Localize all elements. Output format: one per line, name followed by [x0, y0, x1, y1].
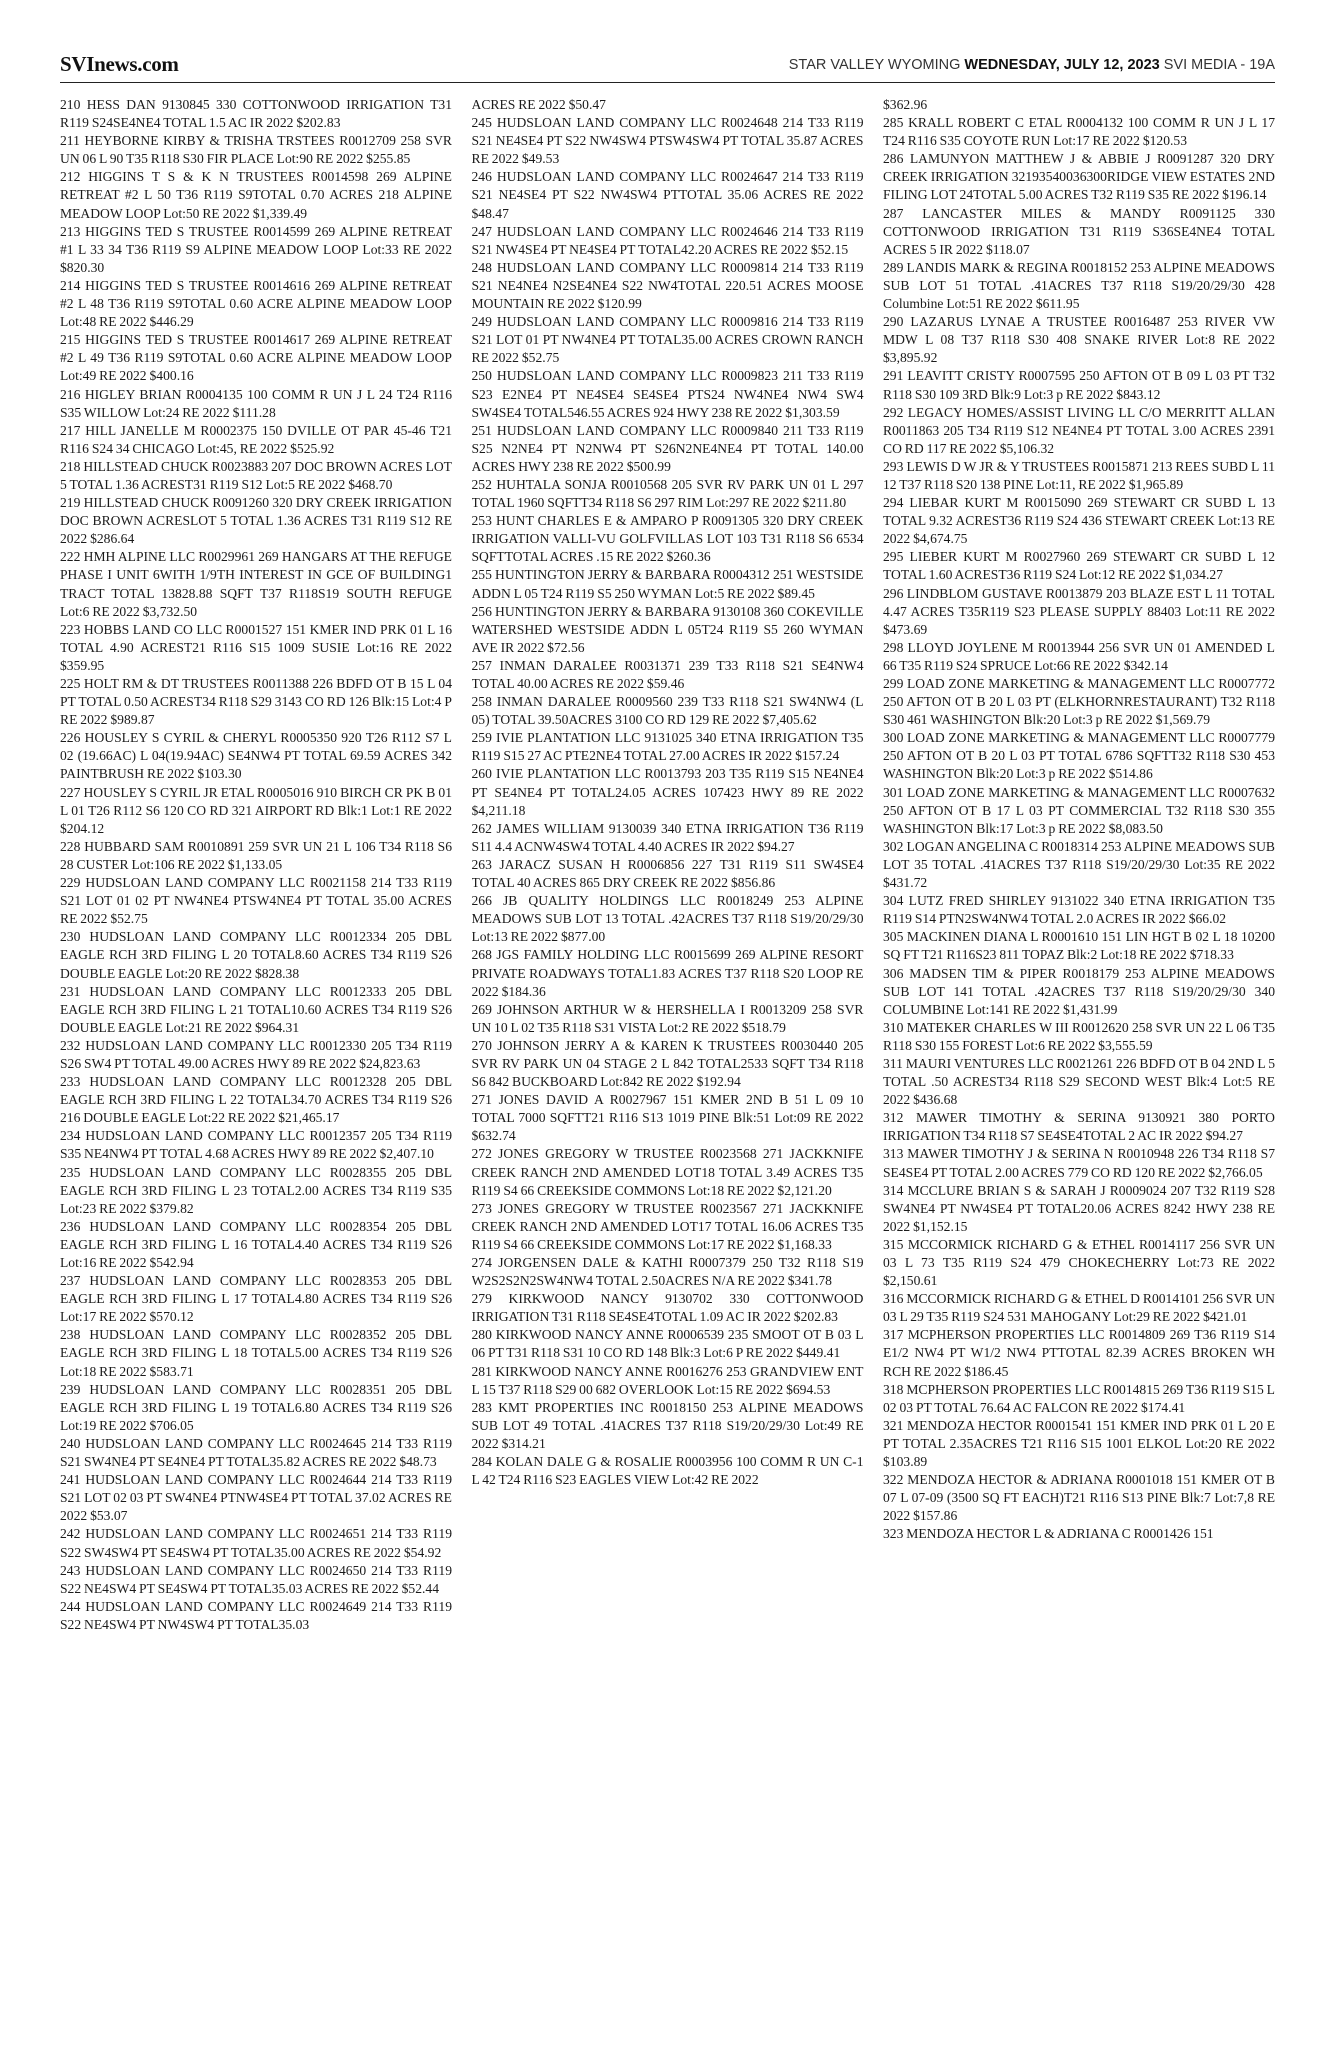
tax-listing-entry: 237 HUDSLOAN LAND COMPANY LLC R0028353 205 DBL EAGLE RCH 3RD FILING L 17 TOTAL4.80 ACRES T34 R119 S26 Lot:17 RE 2022 $570.12	[60, 1273, 452, 1325]
tax-listing-entry: 244 HUDSLOAN LAND COMPANY LLC R0024649 214 T33 R119 S22 NE4SW4 PT NW4SW4 PT TOTAL35.03	[60, 1598, 452, 1632]
tax-listing-entry: 291 LEAVITT CRISTY R0007595 250 AFTON OT B 09 L 03 PT T32 R118 S30 109 3RD Blk:9 Lot:3 p RE 2022 $843.12	[883, 368, 1275, 402]
tax-listing-entry: 248 HUDSLOAN LAND COMPANY LLC R0009814 214 T33 R119 S21 NE4NE4 N2SE4NE4 S22 NW4TOTAL 220.51 ACRES MOOSE MOUNTAIN RE 2022 $120.99	[471, 259, 864, 312]
tax-listing-entry: 274 JORGENSEN DALE & KATHI R0007379 250 T32 R118 S19 W2S2S2N2SW4NW4 TOTAL 2.50ACRES N/A RE 2022 $341.78	[471, 1255, 864, 1289]
location: STAR VALLEY WYOMING	[788, 57, 961, 73]
tax-listing-entry: 270 JOHNSON JERRY A & KAREN K TRUSTEES R0030440 205 SVR RV PARK UN 04 STAGE 2 L 842 TOTAL2533 SQFT T34 R118 S6 842 BUCKBOARD Lot:842 RE 2022 $192.94	[471, 1037, 864, 1090]
tax-listing-entry: 271 JONES DAVID A R0027967 151 KMER 2ND B 51 L 09 10 TOTAL 7000 SQFTT21 R116 S13 1019 PINE Blk:51 Lot:09 RE 2022 $632.74	[471, 1092, 864, 1144]
tax-listing-entry: 218 HILLSTEAD CHUCK R0023883 207 DOC BROWN ACRES LOT 5 TOTAL 1.36 ACREST31 R119 S12 Lot:5 RE 2022 $468.70	[60, 458, 452, 492]
tax-listing-entry: 287 LANCASTER MILES & MANDY R0091125 330 COTTONWOOD IRRIGATION T31 R119 S36SE4NE4 TOTAL ACRES 5 IR 2022 $118.07	[883, 205, 1275, 257]
tax-listing-entry: 286 LAMUNYON MATTHEW J & ABBIE J R0091287 320 DRY CREEK IRRIGATION 32193540036300RIDGE VIEW ESTATES 2ND FILING LOT 24TOTAL 5.00 ACRES T32 R119 S35 RE 2022 $196.14	[883, 151, 1275, 203]
tax-listing-entry: 280 KIRKWOOD NANCY ANNE R0006539 235 SMOOT OT B 03 L 06 PT T31 R118 S31 10 CO RD 148 Blk:3 Lot:6 P RE 2022 $449.41	[471, 1327, 864, 1361]
page-label: SVI MEDIA - 19A	[1163, 57, 1275, 73]
tax-listing-entry: 219 HILLSTEAD CHUCK R0091260 320 DRY CREEK IRRIGATION DOC BROWN ACRESLOT 5 TOTAL 1.36 ACRES T31 R119 S12 RE 2022 $286.64	[60, 495, 452, 547]
tax-listing-entry: 313 MAWER TIMOTHY J & SERINA N R0010948 226 T34 R118 S7 SE4SE4 PT TOTAL 2.00 ACRES 779 CO RD 120 RE 2022 $2,766.05	[883, 1146, 1275, 1180]
tax-listing-entry: 242 HUDSLOAN LAND COMPANY LLC R0024651 214 T33 R119 S22 SW4SW4 PT SE4SW4 PT TOTAL35.00 ACRES RE 2022 $54.92	[60, 1526, 452, 1560]
tax-listing-entry: 250 HUDSLOAN LAND COMPANY LLC R0009823 211 T33 R119 S23 E2NE4 PT NE4SE4 SE4SE4 PTS24 NW4NE4 NW4 SW4 SW4SE4 TOTAL546.55 ACRES 924 HWY 238 RE 2022 $1,303.59	[471, 368, 864, 420]
tax-listing-entry: 252 HUHTALA SONJA R0010568 205 SVR RV PARK UN 01 L 297 TOTAL 1960 SQFTT34 R118 S6 297 RIM Lot:297 RE 2022 $211.80	[471, 476, 864, 511]
tax-listing-entry: 314 MCCLURE BRIAN S & SARAH J R0009024 207 T32 R119 S28 SW4NE4 PT NW4SE4 PT TOTAL20.06 ACRES 8242 HWY 238 RE 2022 $1,152.15	[883, 1182, 1275, 1234]
tax-listing-entry: 247 HUDSLOAN LAND COMPANY LLC R0024646 214 T33 R119 S21 NW4SE4 PT NE4SE4 PT TOTAL42.20 ACRES RE 2022 $52.15	[471, 223, 864, 257]
tax-listing-entry: 284 KOLAN DALE G & ROSALIE R0003956 100 COMM R UN C-1 L 42 T24 R116 S23 EAGLES VIEW Lot:42 RE 2022	[471, 1454, 864, 1488]
tax-listing-entry: 306 MADSEN TIM & PIPER R0018179 253 ALPINE MEADOWS SUB LOT 141 TOTAL .42ACRES T37 R118 S19/20/29/30 340 COLUMBINE Lot:141 RE 2022 $1,431.99	[883, 965, 1275, 1017]
tax-listing-entry: 301 LOAD ZONE MARKETING & MANAGEMENT LLC R0007632 250 AFTON OT B 17 L 03 PT COMMERCIAL T32 R118 S30 355 WASHINGTON Blk:17 Lot:3 p RE 2022 $8,083.50	[883, 784, 1275, 836]
tax-listing-entry: 230 HUDSLOAN LAND COMPANY LLC R0012334 205 DBL EAGLE RCH 3RD FILING L 20 TOTAL8.60 ACRES T34 R119 S26 DOUBLE EAGLE Lot:20 RE 2022 $828.38	[60, 929, 452, 981]
tax-listing-entry: 214 HIGGINS TED S TRUSTEE R0014616 269 ALPINE RETREAT #2 L 48 T36 R119 S9TOTAL 0.60 ACRE ALPINE MEADOW LOOP Lot:48 RE 2022 $446.29	[60, 277, 452, 330]
tax-listing-entry: 273 JONES GREGORY W TRUSTEE R0023567 271 JACKKNIFE CREEK RANCH 2ND AMENDED LOT17 TOTAL 16.06 ACRES T35 R119 S4 66 CREEKSIDE COMMONS Lot:17 RE 2022 $1,168.33	[471, 1200, 864, 1252]
column-3	[883, 96, 1275, 2026]
tax-listing-entry: 279 KIRKWOOD NANCY 9130702 330 COTTONWOOD IRRIGATION T31 R118 SE4SE4TOTAL 1.09 AC IR 2022 $202.83	[471, 1291, 864, 1325]
tax-listing-entry: 292 LEGACY HOMES/ASSIST LIVING LL C/O MERRITT ALLAN R0011863 205 T34 R119 S12 NE4NE4 PT TOTAL 3.00 ACRES 2391 CO RD 117 RE 2022 $5,106.32	[883, 404, 1275, 456]
tax-listing-entry: 234 HUDSLOAN LAND COMPANY LLC R0012357 205 T34 R119 S35 NE4NW4 PT TOTAL 4.68 ACRES HWY 89 RE 2022 $2,407.10	[60, 1128, 452, 1162]
tax-listing-entry: 213 HIGGINS TED S TRUSTEE R0014599 269 ALPINE RETREAT #1 L 33 34 T36 R119 S9 ALPINE MEADOW LOOP Lot:33 RE 2022 $820.30	[60, 223, 452, 275]
tax-listing-entry: 227 HOUSLEY S CYRIL JR ETAL R0005016 910 BIRCH CR PK B 01 L 01 T26 R112 S6 120 CO RD 321 AIRPORT RD Blk:1 Lot:1 RE 2022 $204.12	[60, 784, 452, 836]
tax-listing-entry: 296 LINDBLOM GUSTAVE R0013879 203 BLAZE EST L 11 TOTAL 4.47 ACRES T35R119 S23 PLEASE SUPPLY 88403 Lot:11 RE 2022 $473.69	[883, 585, 1275, 637]
tax-listing-entry: 212 HIGGINS T S & K N TRUSTEES R0014598 269 ALPINE RETREAT #2 L 50 T36 R119 S9TOTAL 0.70 ACRES 218 ALPINE MEADOW LOOP Lot:50 RE 2022 $1,339.49	[60, 169, 452, 221]
tax-listing-entry: 231 HUDSLOAN LAND COMPANY LLC R0012333 205 DBL EAGLE RCH 3RD FILING L 21 TOTAL10.60 ACRES T34 R119 S26 DOUBLE EAGLE Lot:21 RE 2022 $964.31	[60, 983, 452, 1035]
tax-listing-entry: $362.96	[883, 97, 928, 112]
tax-listing-entry: 226 HOUSLEY S CYRIL & CHERYL R0005350 920 T26 R112 S7 L 02 (19.66AC) L 04(19.94AC) SE4NW4 PT TOTAL 69.59 ACRES 342 PAINTBRUSH RE 2022 $103.30	[60, 730, 452, 782]
tax-listing-entry: 300 LOAD ZONE MARKETING & MANAGEMENT LLC R0007779 250 AFTON OT B 20 L 03 PT TOTAL 6786 SQFTT32 R118 S30 453 WASHINGTON Blk:20 Lot:3 p RE 2022 $514.86	[883, 730, 1275, 782]
tax-listing-entry: 235 HUDSLOAN LAND COMPANY LLC R0028355 205 DBL EAGLE RCH 3RD FILING L 23 TOTAL2.00 ACRES T34 R119 S35 Lot:23 RE 2022 $379.82	[60, 1164, 452, 1216]
tax-listing-entry: 228 HUBBARD SAM R0010891 259 SVR UN 21 L 106 T34 R118 S6 28 CUSTER Lot:106 RE 2022 $1,133.05	[60, 838, 452, 872]
tax-listing-entry: 253 HUNT CHARLES E & AMPARO P R0091305 320 DRY CREEK IRRIGATION VALLI-VU GOLFVILLAS LOT 103 T31 R118 S6 6534 SQFTTOTAL ACRES .15 RE 2022 $260.36	[471, 513, 864, 565]
tax-listing-entry: 290 LAZARUS LYNAE A TRUSTEE R0016487 253 RIVER VW MDW L 08 T37 R118 S30 408 SNAKE RIVER Lot:8 RE 2022 $3,895.92	[883, 314, 1275, 366]
masthead	[60, 52, 1275, 83]
column-1	[60, 96, 452, 2026]
tax-listing-entry: 311 MAURI VENTURES LLC R0021261 226 BDFD OT B 04 2ND L 5 TOTAL .50 ACREST34 R118 S29 SECOND WEST Blk:4 Lot:5 RE 2022 $436.68	[883, 1055, 1275, 1108]
tax-listing-entry: 232 HUDSLOAN LAND COMPANY LLC R0012330 205 T34 R119 S26 SW4 PT TOTAL 49.00 ACRES HWY 89 RE 2022 $24,823.63	[60, 1037, 452, 1071]
tax-listing-entry: 285 KRALL ROBERT C ETAL R0004132 100 COMM R UN J L 17 T24 R116 S35 COYOTE RUN Lot:17 RE 2022 $120.53	[883, 115, 1275, 149]
tax-listing-entry: 293 LEWIS D W JR & Y TRUSTEES R0015871 213 REES SUBD L 11 12 T37 R118 S20 138 PINE Lot:11, RE 2022 $1,965.89	[883, 458, 1275, 492]
tax-listing-entry: 323 MENDOZA HECTOR L & ADRIANA C R0001426 151	[883, 1526, 1214, 1542]
tax-listing-entry: 246 HUDSLOAN LAND COMPANY LLC R0024647 214 T33 R119 S21 NE4SE4 PT S22 NW4SW4 PTTOTAL 35.06 ACRES RE 2022 $48.47	[471, 169, 864, 221]
tax-listing-entry: 258 INMAN DARALEE R0009560 239 T33 R118 S21 SW4NW4 (L 05) TOTAL 39.50ACRES 3100 CO RD 129 RE 2022 $7,405.62	[471, 694, 864, 728]
tax-listing-entry: 256 HUNTINGTON JERRY & BARBARA 9130108 360 COKEVILLE WATERSHED WESTSIDE ADDN L 05T24 R119 S5 260 WYMAN AVE IR 2022 $72.56	[471, 603, 864, 655]
tax-listing-entry: 249 HUDSLOAN LAND COMPANY LLC R0009816 214 T33 R119 S21 LOT 01 PT NW4NE4 PT TOTAL35.00 ACRES CROWN RANCH RE 2022 $52.75	[471, 314, 864, 366]
tax-listing-entry: 260 IVIE PLANTATION LLC R0013793 203 T35 R119 S15 NE4NE4 PT SE4NE4 PT TOTAL24.05 ACRES 107423 HWY 89 RE 2022 $4,211.18	[471, 766, 864, 818]
tax-listing-entry: 321 MENDOZA HECTOR R0001541 151 KMER IND PRK 01 L 20 E PT TOTAL 2.35ACRES T21 R116 S15 1001 ELKOL Lot:20 RE 2022 $103.89	[883, 1417, 1275, 1470]
tax-listing-entry: 281 KIRKWOOD NANCY ANNE R0016276 253 GRANDVIEW ENT L 15 T37 R118 S29 00 682 OVERLOOK Lot:15 RE 2022 $694.53	[471, 1363, 864, 1397]
tax-listing-entry: 225 HOLT RM & DT TRUSTEES R0011388 226 BDFD OT B 15 L 04 PT TOTAL 0.50 ACREST34 R118 S29 3143 CO RD 126 Blk:15 Lot:4 P RE 2022 $989.87	[60, 676, 452, 728]
tax-listing-entry: 259 IVIE PLANTATION LLC 9131025 340 ETNA IRRIGATION T35 R119 S15 27 AC PTE2NE4 TOTAL 27.00 ACRES IR 2022 $157.24	[471, 730, 864, 764]
tax-listing-entry: 302 LOGAN ANGELINA C R0018314 253 ALPINE MEADOWS SUB LOT 35 TOTAL .41ACRES T37 R118 S19/20/29/30 Lot:35 RE 2022 $431.72	[883, 838, 1275, 891]
tax-listing-entry: 210 HESS DAN 9130845 330 COTTONWOOD IRRIGATION T31 R119 S24SE4NE4 TOTAL 1.5 AC IR 2022 $202.83	[60, 97, 452, 131]
tax-listing-entry: 310 MATEKER CHARLES W III R0012620 258 SVR UN 22 L 06 T35 R118 S30 155 FOREST Lot:6 RE 2022 $3,555.59	[883, 1019, 1275, 1053]
tax-listing-entry: 245 HUDSLOAN LAND COMPANY LLC R0024648 214 T33 R119 S21 NE4SE4 PT S22 NW4SW4 PTSW4SW4 PT TOTAL 35.87 ACRES RE 2022 $49.53	[471, 115, 864, 167]
tax-listing-entry: 239 HUDSLOAN LAND COMPANY LLC R0028351 205 DBL EAGLE RCH 3RD FILING L 19 TOTAL6.80 ACRES T34 R119 S26 Lot:19 RE 2022 $706.05	[60, 1381, 452, 1433]
tax-listing-entry: 215 HIGGINS TED S TRUSTEE R0014617 269 ALPINE RETREAT #2 L 49 T36 R119 S9TOTAL 0.60 ACRE ALPINE MEADOW LOOP Lot:49 RE 2022 $400.16	[60, 332, 452, 384]
tax-listing-entry: 299 LOAD ZONE MARKETING & MANAGEMENT LLC R0007772 250 AFTON OT B 20 L 03 PT (ELKHORNRESTAURANT) T32 R118 S30 461 WASHINGTON Blk:20 Lot:3 p RE 2022 $1,569.79	[883, 676, 1275, 728]
dateline	[789, 57, 1275, 73]
tax-listing-entry: 241 HUDSLOAN LAND COMPANY LLC R0024644 214 T33 R119 S21 LOT 02 03 PT SW4NE4 PTNW4SE4 PT TOTAL 37.02 ACRES RE 2022 $53.07	[60, 1472, 452, 1524]
tax-listing-entry: 316 MCCORMICK RICHARD G & ETHEL D R0014101 256 SVR UN 03 L 29 T35 R119 S24 531 MAHOGANY Lot:29 RE 2022 $421.01	[883, 1291, 1275, 1325]
tax-listing-entry: 229 HUDSLOAN LAND COMPANY LLC R0021158 214 T33 R119 S21 LOT 01 02 PT NW4NE4 PTSW4NE4 PT TOTAL 35.00 ACRES RE 2022 $52.75	[60, 875, 452, 927]
tax-listing-entry: 217 HILL JANELLE M R0002375 150 DVILLE OT PAR 45-46 T21 R116 S24 34 CHICAGO Lot:45, RE 2022 $525.92	[60, 422, 452, 456]
tax-listing-entry: 317 MCPHERSON PROPERTIES LLC R0014809 269 T36 R119 S14 E1/2 NW4 PT W1/2 NW4 PTTOTAL 82.39 ACRES BROKEN WH RCH RE 2022 $186.45	[883, 1327, 1275, 1379]
tax-listing-entry: ACRES RE 2022 $50.47	[471, 97, 606, 112]
tax-listing-entry: 238 HUDSLOAN LAND COMPANY LLC R0028352 205 DBL EAGLE RCH 3RD FILING L 18 TOTAL5.00 ACRES T34 R119 S26 Lot:18 RE 2022 $583.71	[60, 1327, 452, 1379]
tax-listing-entry: 240 HUDSLOAN LAND COMPANY LLC R0024645 214 T33 R119 S21 SW4NE4 PT SE4NE4 PT TOTAL35.82 ACRES RE 2022 $48.73	[60, 1435, 452, 1470]
tax-listing-entry: 322 MENDOZA HECTOR & ADRIANA R0001018 151 KMER OT B 07 L 07-09 (3500 SQ FT EACH)T21 R116 S13 PINE Blk:7 Lot:7,8 RE 2022 $157.86	[883, 1472, 1275, 1524]
legal-notice-columns	[60, 96, 1275, 2026]
tax-listing-entry: 262 JAMES WILLIAM 9130039 340 ETNA IRRIGATION T36 R119 S11 4.4 ACNW4SW4 TOTAL 4.40 ACRES IR 2022 $94.27	[471, 820, 864, 854]
tax-listing-entry: 263 JARACZ SUSAN H R0006856 227 T31 R119 S11 SW4SE4 TOTAL 40 ACRES 865 DRY CREEK RE 2022 $856.86	[471, 856, 864, 891]
tax-listing-entry: 298 LLOYD JOYLENE M R0013944 256 SVR UN 01 AMENDED L 66 T35 R119 S24 SPRUCE Lot:66 RE 2022 $342.14	[883, 639, 1275, 673]
tax-listing-entry: 294 LIEBAR KURT M R0015090 269 STEWART CR SUBD L 13 TOTAL 9.32 ACREST36 R119 S24 436 STEWART CREEK Lot:13 RE 2022 $4,674.75	[883, 495, 1275, 547]
tax-listing-entry: 268 JGS FAMILY HOLDING LLC R0015699 269 ALPINE RESORT PRIVATE ROADWAYS TOTAL1.83 ACRES T37 R118 S20 LOOP RE 2022 $184.36	[471, 947, 864, 999]
tax-listing-entry: 272 JONES GREGORY W TRUSTEE R0023568 271 JACKKNIFE CREEK RANCH 2ND AMENDED LOT18 TOTAL 3.49 ACRES T35 R119 S4 66 CREEKSIDE COMMONS Lot:18 RE 2022 $2,121.20	[471, 1146, 864, 1198]
tax-listing-entry: 312 MAWER TIMOTHY & SERINA 9130921 380 PORTO IRRIGATION T34 R118 S7 SE4SE4TOTAL 2 AC IR 2022 $94.27	[883, 1110, 1275, 1144]
site-name: SVInews.com	[60, 52, 179, 76]
tax-listing-entry: 266 JB QUALITY HOLDINGS LLC R0018249 253 ALPINE MEADOWS SUB LOT 13 TOTAL .42ACRES T37 R118 S19/20/29/30 Lot:13 RE 2022 $877.00	[471, 893, 864, 945]
tax-listing-entry: 233 HUDSLOAN LAND COMPANY LLC R0012328 205 DBL EAGLE RCH 3RD FILING L 22 TOTAL34.70 ACRES T34 R119 S26 216 DOUBLE EAGLE Lot:22 RE 2022 $21,465.17	[60, 1074, 452, 1126]
tax-listing-entry: 257 INMAN DARALEE R0031371 239 T33 R118 S21 SE4NW4 TOTAL 40.00 ACRES RE 2022 $59.46	[471, 657, 864, 691]
tax-listing-entry: 289 LANDIS MARK & REGINA R0018152 253 ALPINE MEADOWS SUB LOT 51 TOTAL .41ACRES T37 R118 S19/20/29/30 428 Columbine Lot:51 RE 2022 $611.95	[883, 259, 1275, 312]
tax-listing-entry: 243 HUDSLOAN LAND COMPANY LLC R0024650 214 T33 R119 S22 NE4SW4 PT SE4SW4 PT TOTAL35.03 ACRES RE 2022 $52.44	[60, 1562, 452, 1596]
tax-listing-entry: 304 LUTZ FRED SHIRLEY 9131022 340 ETNA IRRIGATION T35 R119 S14 PTN2SW4NW4 TOTAL 2.0 ACRES IR 2022 $66.02	[883, 893, 1275, 927]
issue-date: WEDNESDAY, JULY 12, 2023	[964, 57, 1160, 73]
tax-listing-entry: 305 MACKINEN DIANA L R0001610 151 LIN HGT B 02 L 18 10200 SQ FT T21 R116S23 811 TOPAZ Blk:2 Lot:18 RE 2022 $718.33	[883, 929, 1275, 963]
tax-listing-entry: 255 HUNTINGTON JERRY & BARBARA R0004312 251 WESTSIDE ADDN L 05 T24 R119 S5 250 WYMAN Lot:5 RE 2022 $89.45	[471, 567, 864, 601]
tax-listing-entry: 223 HOBBS LAND CO LLC R0001527 151 KMER IND PRK 01 L 16 TOTAL 4.90 ACREST21 R116 S15 1009 SUSIE Lot:16 RE 2022 $359.95	[60, 621, 452, 673]
tax-listing-entry: 222 HMH ALPINE LLC R0029961 269 HANGARS AT THE REFUGE PHASE I UNIT 6WITH 1/9TH INTEREST IN GCE OF BUILDING1 TRACT TOTAL 13828.88 SQFT T37 R118S19 SOUTH REFUGE Lot:6 RE 2022 $3,732.50	[60, 549, 452, 619]
column-2	[472, 96, 864, 2026]
tax-listing-entry: 211 HEYBORNE KIRBY & TRISHA TRSTEES R0012709 258 SVR UN 06 L 90 T35 R118 S30 FIR PLACE Lot:90 RE 2022 $255.85	[60, 133, 452, 167]
tax-listing-entry: 283 KMT PROPERTIES INC R0018150 253 ALPINE MEADOWS SUB LOT 49 TOTAL .41ACRES T37 R118 S19/20/29/30 Lot:49 RE 2022 $314.21	[471, 1399, 864, 1451]
tax-listing-entry: 315 MCCORMICK RICHARD G & ETHEL R0014117 256 SVR UN 03 L 73 T35 R119 S24 479 CHOKECHERRY Lot:73 RE 2022 $2,150.61	[883, 1236, 1275, 1289]
tax-listing-entry: 251 HUDSLOAN LAND COMPANY LLC R0009840 211 T33 R119 S25 N2NE4 PT N2NW4 PT S26N2NE4NE4 PT TOTAL 140.00 ACRES HWY 238 RE 2022 $500.99	[471, 422, 864, 474]
tax-listing-entry: 269 JOHNSON ARTHUR W & HERSHELLA I R0013209 258 SVR UN 10 L 02 T35 R118 S31 VISTA Lot:2 RE 2022 $518.79	[471, 1001, 864, 1035]
tax-listing-entry: 236 HUDSLOAN LAND COMPANY LLC R0028354 205 DBL EAGLE RCH 3RD FILING L 16 TOTAL4.40 ACRES T34 R119 S26 Lot:16 RE 2022 $542.94	[60, 1218, 452, 1270]
tax-listing-entry: 216 HIGLEY BRIAN R0004135 100 COMM R UN J L 24 T24 R116 S35 WILLOW Lot:24 RE 2022 $111.28	[60, 386, 452, 420]
tax-listing-entry: 318 MCPHERSON PROPERTIES LLC R0014815 269 T36 R119 S15 L 02 03 PT TOTAL 76.64 AC FALCON RE 2022 $174.41	[883, 1381, 1275, 1415]
tax-listing-entry: 295 LIEBER KURT M R0027960 269 STEWART CR SUBD L 12 TOTAL 1.60 ACREST36 R119 S24 Lot:12 RE 2022 $1,034.27	[883, 549, 1275, 583]
